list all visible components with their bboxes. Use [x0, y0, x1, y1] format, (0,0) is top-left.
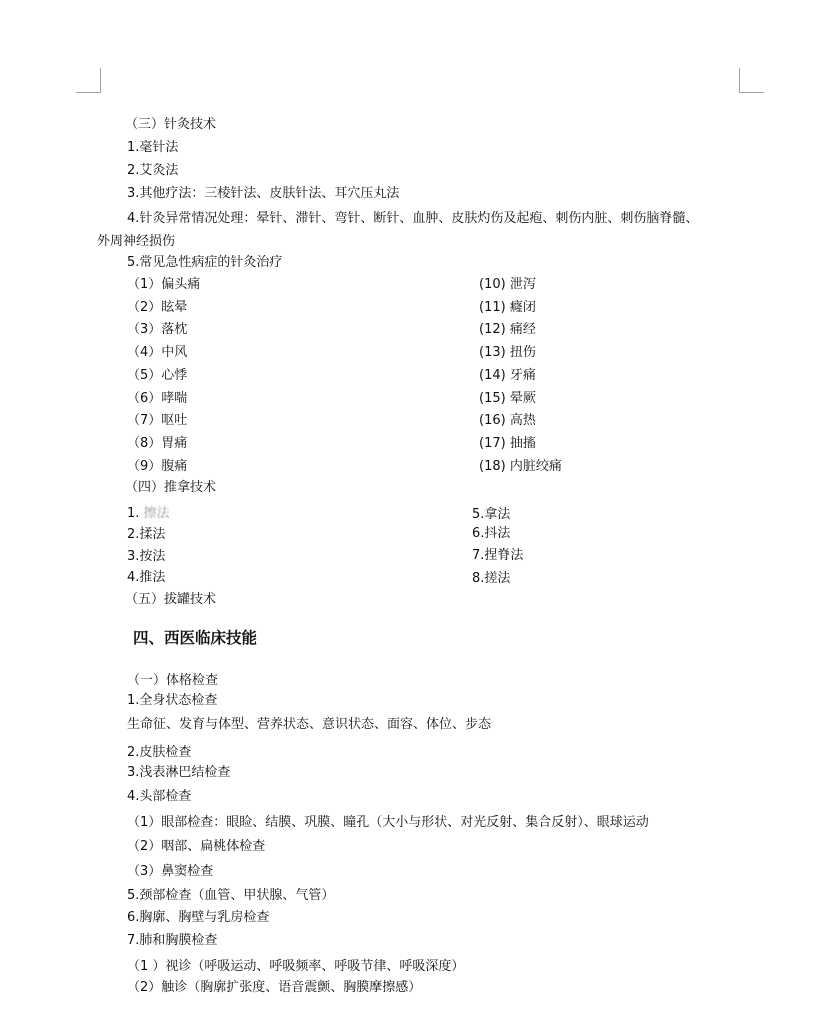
list-item: 4.头部检查 [127, 789, 192, 804]
disease-item: （4）中风 [127, 345, 188, 361]
margin-corner-mark [100, 68, 101, 92]
list-item: 4.推法 [127, 570, 166, 585]
disease-item: （8）胃痛 [127, 435, 188, 451]
list-item: 1.全身状态检查 [127, 693, 218, 708]
list-item: （1）眼部检查：眼睑、结膜、巩膜、瞳孔（大小与形状、对光反射、集合反射）、眼球运动 [127, 815, 649, 830]
disease-item: （2）眩晕 [127, 299, 188, 315]
list-item: 8.搓法 [472, 571, 511, 586]
section-heading: （五）拔罐技术 [125, 592, 217, 607]
disease-item: (15) 晕厥 [479, 390, 536, 406]
disease-item: （1）偏头痛 [127, 277, 201, 292]
disease-item: （6）哮喘 [127, 390, 188, 406]
chapter-heading: 四、西医临床技能 [133, 629, 258, 647]
list-item: 5.常见急性病症的针灸治疗 [127, 255, 283, 270]
list-item: （2）咽部、扁桃体检查 [127, 839, 266, 854]
list-item: （1 ）视诊（呼吸运动、呼吸频率、呼吸节律、呼吸深度） [127, 959, 465, 974]
blurred-character: 擦法 [143, 506, 170, 521]
disease-item: （7）呕吐 [127, 413, 188, 429]
list-item: 6.胸廓、胸壁与乳房检查 [127, 910, 270, 925]
list-item: 6.抖法 [472, 526, 511, 541]
disease-item: (18) 内脏绞痛 [479, 458, 562, 474]
disease-item: (17) 抽搐 [479, 435, 536, 451]
list-item: （3）鼻窦检查 [127, 864, 214, 879]
disease-item: (16) 高热 [479, 413, 536, 429]
list-item: 1.毫针法 [127, 140, 179, 155]
list-item [127, 506, 170, 522]
list-item: 2.揉法 [127, 527, 166, 542]
margin-corner-mark [76, 92, 101, 93]
list-item: 生命征、发育与体型、营养状态、意识状态、面容、体位、步态 [127, 717, 492, 732]
disease-item: (12) 痛经 [479, 322, 536, 338]
list-item: 5.拿法 [472, 507, 511, 522]
disease-item: (13) 扭伤 [479, 345, 536, 361]
disease-item: (10) 泄泻 [479, 277, 536, 292]
list-item: （2）触诊（胸廓扩张度、语音震颤、胸膜摩擦感） [127, 980, 422, 995]
list-item: 4.针灸异常情况处理：晕针、滞针、弯针、断针、血肿、皮肤灼伤及起疱、刺伤内脏、刺伤脑脊髓、 [127, 211, 699, 226]
disease-item: （9）腹痛 [127, 458, 188, 474]
margin-corner-mark [739, 92, 764, 93]
list-item: （一）体格检查 [127, 673, 219, 688]
list-item: 3.其他疗法：三棱针法、皮肤针法、耳穴压丸法 [127, 186, 400, 201]
list-item: 7.捏脊法 [472, 548, 524, 563]
list-item: 5.颈部检查（血管、甲状腺、气管） [127, 888, 335, 903]
disease-item: （3）落枕 [127, 322, 188, 338]
margin-corner-mark [739, 68, 740, 92]
list-item: 2.皮肤检查 [127, 745, 192, 760]
list-item: 3.浅表淋巴结检查 [127, 765, 231, 780]
section-heading: （四）推拿技术 [125, 480, 217, 495]
list-item-continuation: 外周神经损伤 [97, 234, 176, 249]
section-heading: （三）针灸技术 [125, 117, 217, 132]
list-item: 2.艾灸法 [127, 163, 179, 178]
list-item: 7.肺和胸膜检查 [127, 933, 218, 948]
disease-item: （5）心悸 [127, 367, 188, 383]
list-item: 3.按法 [127, 549, 166, 564]
list-number: 1. [127, 506, 140, 521]
disease-item: (11) 癃闭 [479, 299, 536, 315]
disease-item: (14) 牙痛 [479, 367, 536, 383]
